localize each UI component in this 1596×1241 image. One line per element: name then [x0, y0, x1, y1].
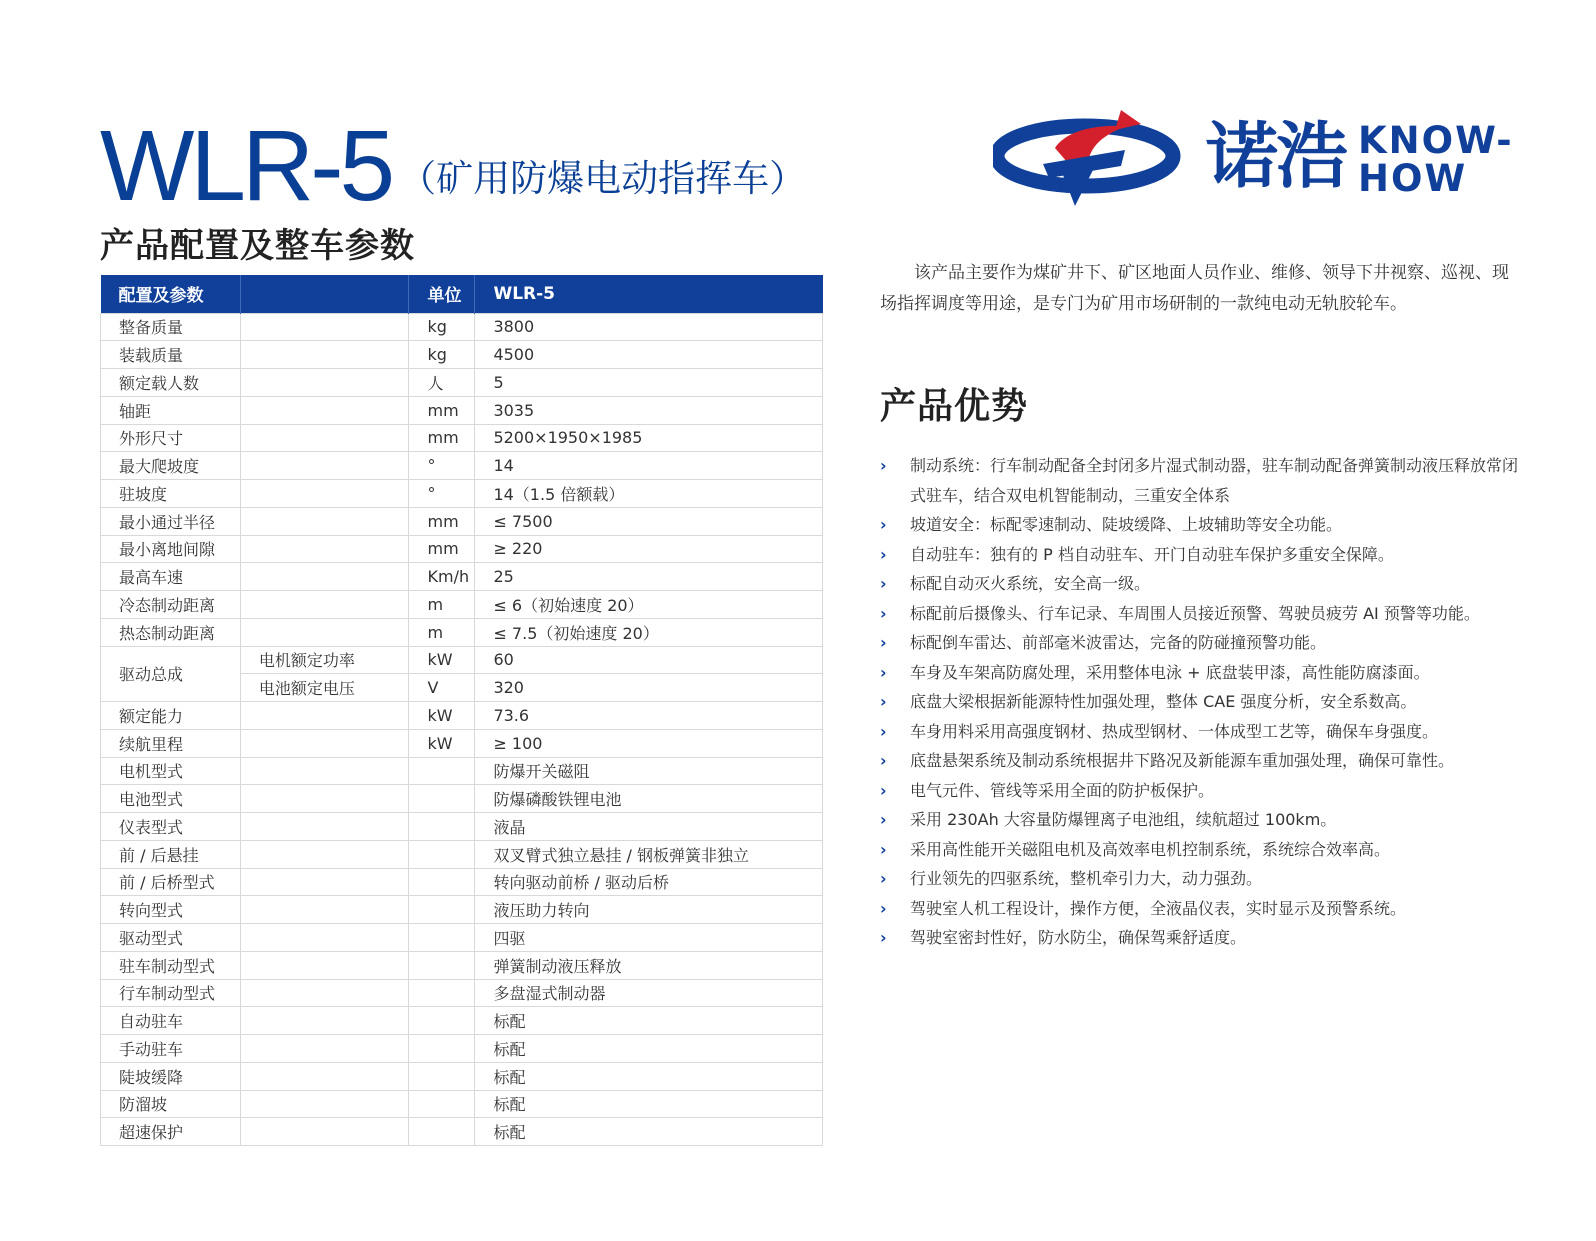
cell-value: 60: [475, 646, 823, 674]
table-row: [101, 979, 823, 1007]
header-sub: [240, 275, 409, 313]
cell-unit: Km/h: [409, 563, 475, 591]
cell-unit: mm: [409, 507, 475, 535]
logo-chinese-text: 诺浩: [1206, 114, 1347, 198]
advantage-text: 电气元件、管线等采用全面的防护板保护。: [910, 780, 1215, 800]
logo-emblem-icon: [993, 108, 1193, 208]
chevron-right-icon: ›: [880, 810, 887, 829]
cell-config-name: 仪表型式: [101, 813, 241, 841]
cell-config-name: 冷态制动距离: [101, 591, 241, 619]
cell-sub-item: [240, 452, 409, 480]
cell-config-name: 超速保护: [101, 1118, 241, 1146]
table-row: [101, 591, 823, 619]
advantage-text: 驾驶室人机工程设计，操作方便，全液晶仪表，实时显示及预警系统。: [910, 898, 1407, 918]
spec-table: [100, 275, 823, 1146]
list-item: [880, 746, 1520, 776]
cell-config-name: 防溜坡: [101, 1090, 241, 1118]
chevron-right-icon: ›: [880, 721, 887, 741]
cell-sub-item: [240, 507, 409, 535]
cell-value: 液压助力转向: [475, 896, 823, 924]
cell-sub-item: [240, 1090, 409, 1118]
cell-sub-item: [240, 563, 409, 591]
cell-unit: [409, 785, 475, 813]
list-item: [880, 599, 1520, 629]
table-row: [101, 341, 823, 369]
cell-config-name: 电机型式: [101, 757, 241, 785]
cell-value: 多盘湿式制动器: [475, 979, 823, 1007]
cell-config-name: 前 / 后悬挂: [101, 840, 241, 868]
cell-config-name: 最小通过半径: [101, 507, 241, 535]
table-row: [101, 1035, 823, 1063]
cell-sub-item: [240, 757, 409, 785]
cell-value: 标配: [475, 1118, 823, 1146]
cell-config-name: 热态制动距离: [101, 618, 241, 646]
cell-value: 4500: [475, 341, 823, 369]
cell-config-name: 最高车速: [101, 563, 241, 591]
cell-unit: 人: [409, 369, 475, 397]
advantage-text: 驾驶室密封性好，防水防尘，确保驾乘舒适度。: [910, 928, 1247, 947]
cell-value: 73.6: [475, 702, 823, 730]
chevron-right-icon: ›: [880, 662, 887, 682]
chevron-right-icon: ›: [880, 898, 887, 918]
cell-unit: kW: [409, 646, 475, 674]
cell-config-name: 轴距: [101, 396, 241, 424]
cell-value: 弹簧制动液压释放: [475, 951, 823, 979]
cell-value: 320: [475, 674, 823, 702]
table-row: [101, 1062, 823, 1090]
advantage-text: 标配自动灭火系统，安全高一级。: [910, 574, 1151, 593]
cell-unit: [409, 1090, 475, 1118]
spec-table-body: [101, 313, 823, 1146]
chevron-right-icon: ›: [880, 574, 887, 593]
cell-sub-item: [240, 591, 409, 619]
cell-sub-item: [240, 618, 409, 646]
advantage-text: 标配倒车雷达、前部毫米波雷达，完备的防碰撞预警功能。: [910, 633, 1327, 652]
cell-config-name: 陡坡缓降: [101, 1062, 241, 1090]
table-row: [101, 507, 823, 535]
header-config: 配置及参数: [101, 275, 241, 313]
cell-sub-item: [240, 702, 409, 730]
cell-config-name: 驻坡度: [101, 480, 241, 508]
cell-unit: mm: [409, 396, 475, 424]
list-item: [880, 894, 1520, 924]
cell-value: 双叉臂式独立悬挂 / 钢板弹簧非独立: [475, 840, 823, 868]
advantages-heading: 产品优势: [880, 386, 1029, 427]
table-row: [101, 729, 823, 757]
cell-sub-item: [240, 729, 409, 757]
list-item: [880, 658, 1520, 688]
cell-config-name: 行车制动型式: [101, 979, 241, 1007]
cell-unit: m: [409, 591, 475, 619]
table-row: [101, 702, 823, 730]
cell-sub-item: [240, 896, 409, 924]
cell-sub-item: [240, 868, 409, 896]
cell-sub-item: [240, 480, 409, 508]
table-row: [101, 785, 823, 813]
cell-unit: kg: [409, 313, 475, 341]
cell-sub-item: [240, 1118, 409, 1146]
cell-config-name: 外形尺寸: [101, 424, 241, 452]
cell-config-name: 装载质量: [101, 341, 241, 369]
cell-unit: [409, 1118, 475, 1146]
table-row: [101, 313, 823, 341]
cell-value: 标配: [475, 1007, 823, 1035]
table-row: [101, 424, 823, 452]
list-item: [880, 864, 1520, 894]
table-row: [101, 646, 823, 674]
cell-sub-item: [240, 424, 409, 452]
cell-sub-item: [240, 1007, 409, 1035]
cell-unit: [409, 1062, 475, 1090]
cell-value: 3800: [475, 313, 823, 341]
table-row: [101, 535, 823, 563]
cell-value: ≤ 7500: [475, 507, 823, 535]
table-row: [101, 369, 823, 397]
cell-value: 14: [475, 452, 823, 480]
list-item: [880, 805, 1520, 835]
cell-config-name: 驻车制动型式: [101, 951, 241, 979]
chevron-right-icon: ›: [880, 544, 887, 564]
list-item: [880, 776, 1520, 806]
cell-config-name: 整备质量: [101, 313, 241, 341]
cell-value: ≥ 100: [475, 729, 823, 757]
cell-sub-item: [240, 341, 409, 369]
list-item: [880, 628, 1520, 658]
cell-value: 标配: [475, 1062, 823, 1090]
cell-value: 防爆磷酸铁锂电池: [475, 785, 823, 813]
chevron-right-icon: ›: [880, 839, 887, 859]
cell-config-name: 电池型式: [101, 785, 241, 813]
cell-value: 25: [475, 563, 823, 591]
table-row: [101, 1007, 823, 1035]
cell-sub-item: [240, 840, 409, 868]
cell-unit: [409, 951, 475, 979]
cell-value: 14（1.5 倍额载）: [475, 480, 823, 508]
cell-config-name: 额定能力: [101, 702, 241, 730]
logo-english-text: KNOW- HOW: [1358, 119, 1514, 200]
cell-unit: mm: [409, 424, 475, 452]
table-row: [101, 1118, 823, 1146]
cell-unit: [409, 868, 475, 896]
table-row: [101, 480, 823, 508]
list-item: [880, 540, 1520, 570]
cell-config-name: 最大爬坡度: [101, 452, 241, 480]
cell-value: 液晶: [475, 813, 823, 841]
cell-sub-item: [240, 979, 409, 1007]
cell-unit: [409, 924, 475, 952]
advantage-text: 采用高性能开关磁阻电机及高效率电机控制系统，系统综合效率高。: [910, 839, 1391, 859]
cell-sub-item: [240, 1035, 409, 1063]
table-row: [101, 951, 823, 979]
advantage-text: 采用 230Ah 大容量防爆锂离子电池组，续航超过 100km。: [910, 810, 1337, 829]
cell-config-name: 转向型式: [101, 896, 241, 924]
cell-value: ≤ 6（初始速度 20）: [475, 591, 823, 619]
table-header-row: [101, 275, 823, 313]
cell-sub-item: 电池额定电压: [240, 674, 409, 702]
advantage-text: 自动驻车：独有的 P 档自动驻车、开门自动驻车保护多重安全保障。: [910, 544, 1394, 564]
table-row: [101, 1090, 823, 1118]
cell-config-name: 自动驻车: [101, 1007, 241, 1035]
chevron-right-icon: ›: [880, 780, 887, 800]
table-row: [101, 896, 823, 924]
advantages-list: [880, 451, 1520, 953]
chevron-right-icon: ›: [880, 633, 887, 652]
cell-sub-item: [240, 813, 409, 841]
advantage-text: 底盘大梁根据新能源特性加强处理，整体 CAE 强度分析，安全系数高。: [910, 692, 1417, 711]
chevron-right-icon: ›: [880, 515, 887, 534]
model-subtitle: （矿用防爆电动指挥车）: [399, 157, 807, 200]
cell-sub-item: [240, 1062, 409, 1090]
cell-value: ≤ 7.5（初始速度 20）: [475, 618, 823, 646]
list-item: [880, 923, 1520, 953]
table-row: [101, 452, 823, 480]
cell-sub-item: [240, 535, 409, 563]
cell-unit: kW: [409, 729, 475, 757]
cell-value: 标配: [475, 1090, 823, 1118]
cell-value: 四驱: [475, 924, 823, 952]
header-model: WLR-5: [475, 275, 823, 313]
cell-sub-item: [240, 396, 409, 424]
cell-value: 3035: [475, 396, 823, 424]
list-item: [880, 451, 1520, 510]
cell-value: 5200×1950×1985: [475, 424, 823, 452]
header-unit: 单位: [409, 275, 475, 313]
cell-unit: V: [409, 674, 475, 702]
cell-config-name: 驱动型式: [101, 924, 241, 952]
cell-sub-item: [240, 313, 409, 341]
table-row: [101, 396, 823, 424]
table-row: [101, 840, 823, 868]
list-item: [880, 717, 1520, 747]
table-row: [101, 924, 823, 952]
product-intro: 该产品主要作为煤矿井下、矿区地面人员作业、维修、领导下井视察、巡视、现场指挥调度等用途，是专门为矿用市场研制的一款纯电动无轨胶轮车。: [880, 263, 1509, 314]
chevron-right-icon: ›: [880, 692, 887, 711]
advantage-text: 车身用料采用高强度钢材、热成型钢材、一体成型工艺等，确保车身强度。: [910, 721, 1439, 741]
list-item: [880, 835, 1520, 865]
advantage-text: 标配前后摄像头、行车记录、车周围人员接近预警、驾驶员疲劳 AI 预警等功能。: [910, 603, 1480, 623]
cell-config-name: 前 / 后桥型式: [101, 868, 241, 896]
cell-unit: [409, 757, 475, 785]
cell-unit: kW: [409, 702, 475, 730]
list-item: [880, 569, 1520, 599]
advantage-text: 坡道安全：标配零速制动、陡坡缓降、上坡辅助等安全功能。: [910, 515, 1343, 534]
cell-config-name: 最小离地间隙: [101, 535, 241, 563]
table-row: [101, 618, 823, 646]
cell-unit: m: [409, 618, 475, 646]
cell-value: 标配: [475, 1035, 823, 1063]
chevron-right-icon: ›: [880, 751, 887, 770]
cell-value: 转向驱动前桥 / 驱动后桥: [475, 868, 823, 896]
cell-value: ≥ 220: [475, 535, 823, 563]
cell-unit: [409, 813, 475, 841]
cell-unit: kg: [409, 341, 475, 369]
chevron-right-icon: ›: [880, 928, 887, 947]
brand-logo: [993, 108, 1514, 208]
cell-unit: °: [409, 452, 475, 480]
cell-config-name: 额定载人数: [101, 369, 241, 397]
cell-unit: [409, 979, 475, 1007]
cell-config-name: 手动驻车: [101, 1035, 241, 1063]
cell-unit: [409, 1035, 475, 1063]
list-item: [880, 687, 1520, 717]
table-row: [101, 757, 823, 785]
advantage-text: 底盘悬架系统及制动系统根据井下路况及新能源车重加强处理，确保可靠性。: [910, 751, 1455, 770]
advantage-text: 行业领先的四驱系统，整机牵引力大，动力强劲。: [910, 869, 1263, 888]
cell-sub-item: [240, 951, 409, 979]
cell-unit: [409, 896, 475, 924]
cell-config-name: 续航里程: [101, 729, 241, 757]
cell-value: 5: [475, 369, 823, 397]
table-row: [101, 563, 823, 591]
table-row: [101, 868, 823, 896]
advantage-text: 车身及车架高防腐处理，采用整体电泳 + 底盘装甲漆，高性能防腐漆面。: [910, 662, 1430, 682]
cell-config-name: 驱动总成: [101, 646, 241, 702]
chevron-right-icon: ›: [880, 456, 887, 475]
chevron-right-icon: ›: [880, 869, 887, 888]
cell-unit: °: [409, 480, 475, 508]
table-row: [101, 813, 823, 841]
model-name: WLR-5: [100, 110, 392, 222]
cell-unit: [409, 840, 475, 868]
spec-heading: 产品配置及整车参数: [100, 226, 415, 266]
cell-sub-item: [240, 924, 409, 952]
cell-sub-item: [240, 369, 409, 397]
cell-sub-item: 电机额定功率: [240, 646, 409, 674]
cell-unit: [409, 1007, 475, 1035]
list-item: [880, 510, 1520, 540]
cell-value: 防爆开关磁阻: [475, 757, 823, 785]
cell-unit: mm: [409, 535, 475, 563]
advantage-text: 制动系统：行车制动配备全封闭多片湿式制动器，驻车制动配备弹簧制动液压释放常闭式驻车，结合双电机智能制动，三重安全体系: [910, 456, 1519, 505]
page-title: [100, 110, 807, 222]
cell-sub-item: [240, 785, 409, 813]
chevron-right-icon: ›: [880, 603, 887, 623]
